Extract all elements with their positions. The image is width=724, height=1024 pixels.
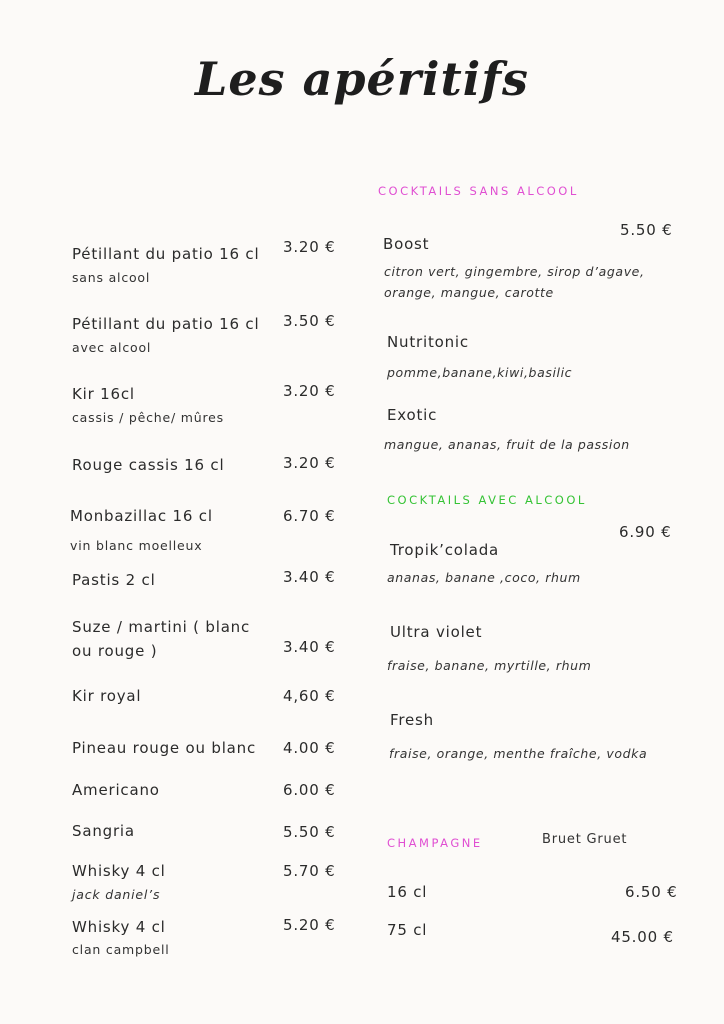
cocktail-name: Exotic [387, 406, 438, 424]
item-detail: avec alcool [72, 340, 152, 355]
cocktail-desc: fraise, banane, myrtille, rhum [387, 658, 592, 673]
item-price: 3.40 € [283, 638, 336, 656]
item-name: Sangria [72, 822, 135, 840]
item-price: 4.00 € [283, 739, 336, 757]
item-name: Pineau rouge ou blanc [72, 739, 257, 757]
champagne-size: 75 cl [387, 921, 428, 939]
champagne-price: 6.50 € [625, 883, 678, 901]
page-title: Les apéritifs [195, 52, 529, 106]
champagne-price: 45.00 € [611, 928, 674, 946]
item-name: Pétillant du patio 16 cl [72, 315, 260, 333]
cocktail-desc: mangue, ananas, fruit de la passion [384, 437, 630, 452]
item-name: Kir 16cl [72, 385, 135, 403]
cocktail-name: Ultra violet [390, 623, 483, 641]
section-heading-cocktails-sans-alcool: COCKTAILS SANS ALCOOL [378, 184, 579, 198]
item-price: 6.00 € [283, 781, 336, 799]
item-name: Pétillant du patio 16 cl [72, 245, 260, 263]
section-heading-champagne: CHAMPAGNE [387, 836, 483, 850]
item-price: 3.40 € [283, 568, 336, 586]
item-price: 5.50 € [283, 823, 336, 841]
section-heading-cocktails-avec-alcool: COCKTAILS AVEC ALCOOL [387, 493, 587, 507]
cocktail-name: Boost [383, 235, 430, 253]
item-price: 3.20 € [283, 382, 336, 400]
item-price: 5.20 € [283, 916, 336, 934]
item-name: Americano [72, 781, 160, 799]
item-name: Suze / martini ( blanc ou rouge ) [72, 618, 251, 660]
item-name: Whisky 4 cl [72, 862, 166, 880]
item-name: Kir royal [72, 687, 142, 705]
item-price: 3.20 € [283, 454, 336, 472]
item-detail: vin blanc moelleux [70, 538, 203, 553]
champagne-size: 16 cl [387, 883, 428, 901]
item-name: Whisky 4 cl [72, 918, 166, 936]
cocktail-desc: ananas, banane ,coco, rhum [387, 570, 581, 585]
item-name: Rouge cassis 16 cl [72, 456, 225, 474]
cocktail-desc: citron vert, gingembre, sirop d’agave, orange, mangue, carotte [384, 264, 645, 300]
champagne-brand: Bruet Gruet [542, 832, 628, 847]
item-detail: jack daniel’s [72, 887, 161, 902]
item-name: Monbazillac 16 cl [70, 507, 213, 525]
section-price: 6.90 € [619, 523, 672, 541]
item-price: 4,60 € [283, 687, 336, 705]
item-detail: cassis / pêche/ mûres [72, 410, 224, 425]
item-price: 5.70 € [283, 862, 336, 880]
item-price: 6.70 € [283, 507, 336, 525]
item-price: 3.50 € [283, 312, 336, 330]
item-price: 3.20 € [283, 238, 336, 256]
cocktail-desc: fraise, orange, menthe fraîche, vodka [389, 746, 648, 761]
cocktail-name: Tropik’colada [390, 541, 500, 559]
item-detail: sans alcool [72, 270, 151, 285]
section-price: 5.50 € [620, 221, 673, 239]
item-name: Pastis 2 cl [72, 571, 156, 589]
item-detail: clan campbell [72, 942, 170, 957]
cocktail-name: Nutritonic [387, 333, 469, 351]
cocktail-desc: pomme,banane,kiwi,basilic [387, 365, 573, 380]
cocktail-name: Fresh [390, 711, 434, 729]
